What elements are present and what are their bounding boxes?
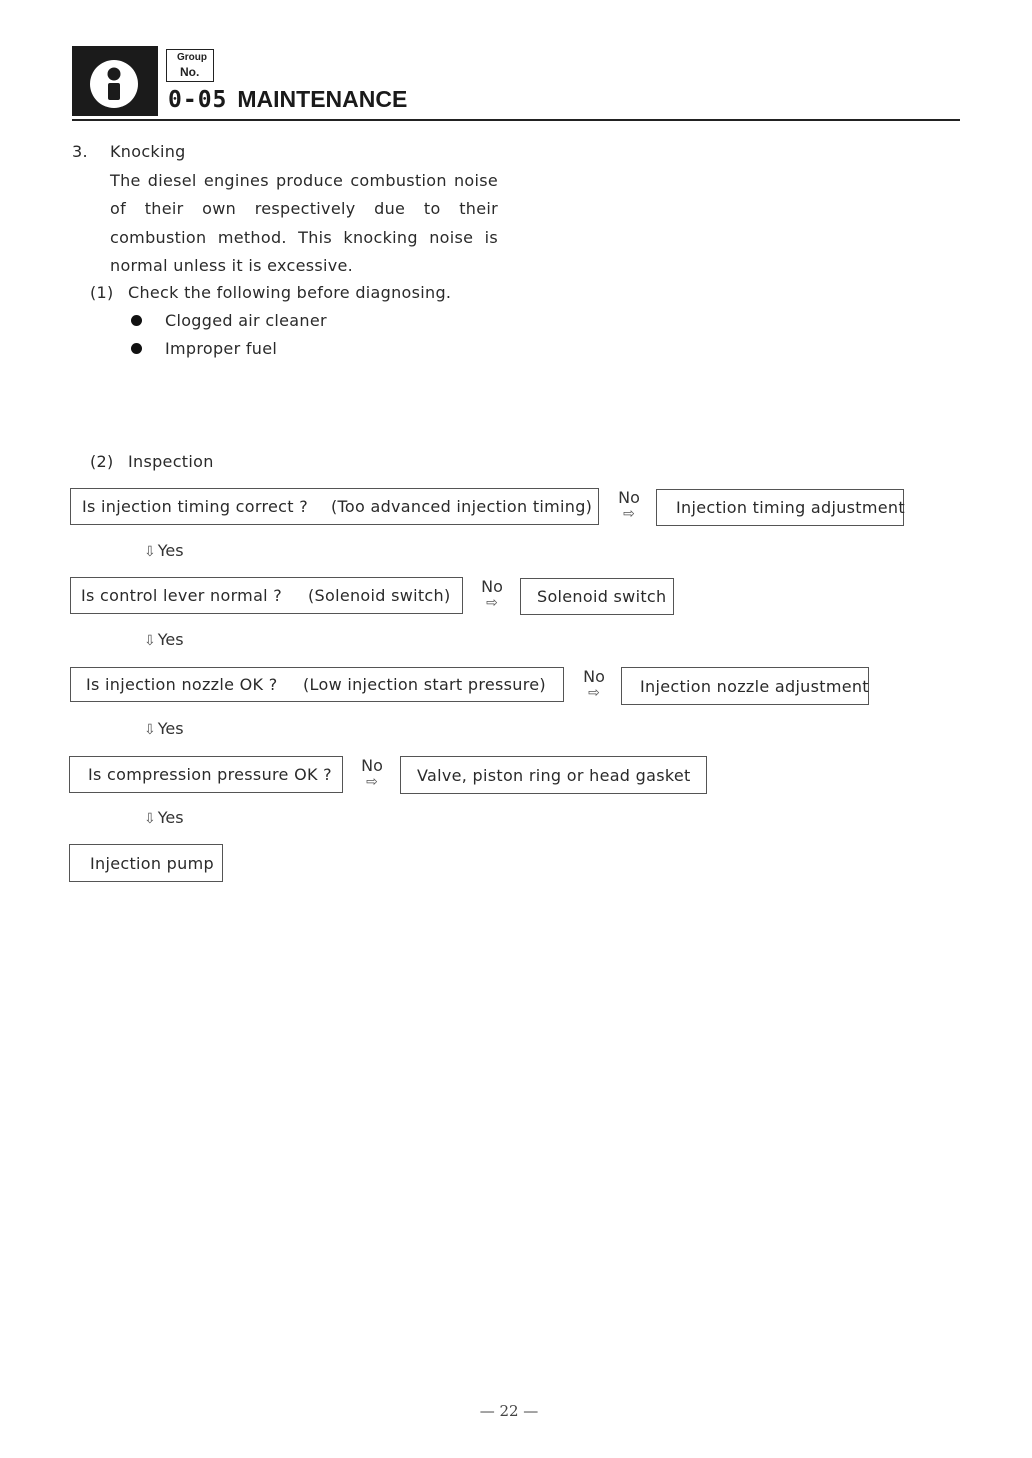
no-label: No [361,756,383,775]
right-arrow-icon: ⇨ [623,506,635,522]
flow-question: Is control lever normal ? [81,586,283,605]
bullet-icon [131,315,142,326]
page-title [168,86,407,113]
right-arrow-icon: ⇨ [366,774,378,790]
flow-note: (Too advanced injection timing) [331,497,593,516]
yes-label: Yes [157,808,184,827]
group-no-label: No. [180,65,200,79]
flow-result-box [621,667,869,705]
flow-question: Is injection nozzle OK ? [86,675,278,694]
flow-yes-connector [144,630,184,649]
flow-question-box [70,667,564,702]
flow-question: Is compression pressure OK ? [88,765,332,784]
no-label: No [583,667,605,686]
flow-no-connector [357,757,387,789]
bullet-icon [131,343,142,354]
down-arrow-icon: ⇩ [144,811,156,827]
flow-no-connector [579,668,609,700]
step1-text: Check the following before diagnosing. [128,283,452,302]
group-code: 0-05 [168,87,228,113]
flow-question-box [69,756,343,793]
step2-text: Inspection [128,452,214,471]
header-divider [72,119,960,121]
down-arrow-icon: ⇩ [144,633,156,649]
flow-result-box [656,489,904,526]
group-number-box [166,49,214,82]
step2-label: (2) [90,452,114,471]
section-paragraph: The diesel engines produce combustion noise of their own respectively due to their combustion method. This knocking noise is normal unless it is excessive. [110,171,498,275]
right-arrow-icon: ⇨ [486,595,498,611]
flow-final: Injection pump [90,853,214,873]
right-arrow-icon: ⇨ [588,685,600,701]
flow-result: Valve, piston ring or head gasket [417,765,691,785]
flow-question-box [70,577,463,614]
flow-result: Solenoid switch [537,587,667,606]
section-number: 3. [72,142,88,161]
flow-note: (Low injection start pressure) [303,675,546,694]
yes-label: Yes [157,541,184,560]
flow-result: Injection timing adjustment [676,498,905,517]
flow-final-box [69,844,223,882]
flow-result-box [520,578,674,615]
flow-yes-connector [144,719,184,738]
bullet-item: Clogged air cleaner [165,311,327,330]
down-arrow-icon: ⇩ [144,544,156,560]
flow-result: Injection nozzle adjustment [640,676,869,696]
flow-yes-connector [144,808,184,827]
flow-question: Is injection timing correct ? [82,497,308,516]
section-title: MAINTENANCE [237,86,408,112]
down-arrow-icon: ⇩ [144,722,156,738]
bullet-item: Improper fuel [165,339,278,358]
section-heading: Knocking [110,142,186,161]
group-label: Group [177,52,207,63]
flow-yes-connector [144,541,184,560]
step1-label: (1) [90,283,114,302]
yes-label: Yes [157,630,184,649]
flow-note: (Solenoid switch) [308,586,451,605]
yes-label: Yes [157,719,184,738]
flow-question-box [70,488,599,525]
flow-no-connector [477,578,507,610]
flow-no-connector [614,489,644,521]
no-label: No [481,577,503,596]
logo-block [72,46,158,116]
page-number: — 22 — [479,1402,539,1420]
info-icon [86,56,142,112]
no-label: No [618,488,640,507]
flow-result-box [400,756,707,794]
